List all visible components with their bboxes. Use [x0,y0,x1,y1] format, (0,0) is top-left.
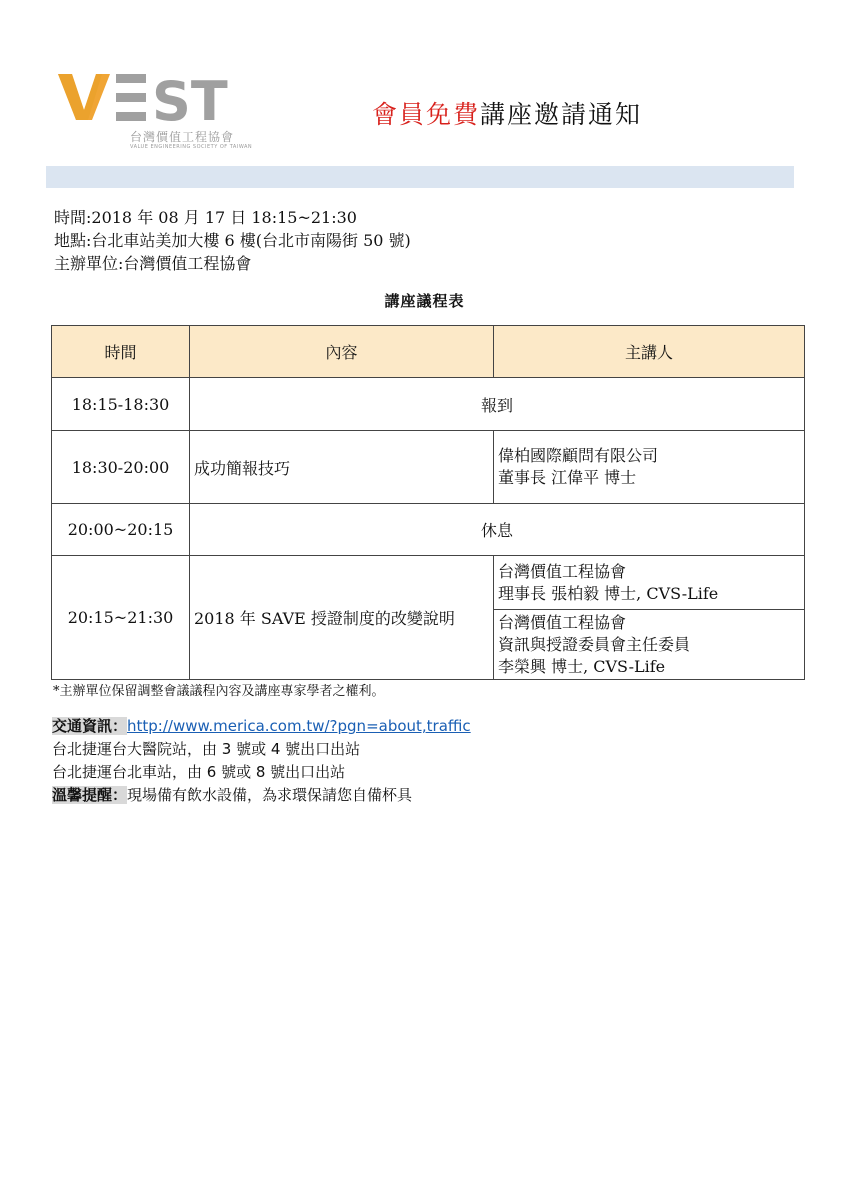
traffic-line [52,715,471,738]
agenda-table [51,325,805,680]
row-time: 18:30-20:00 [52,431,190,504]
speaker-title: 資訊與授證委員會主任委員 [498,634,691,654]
traffic-info [52,715,471,807]
header-speaker: 主講人 [494,326,805,378]
row-speaker [494,556,805,610]
title-rest: 講座邀請通知 [480,100,643,129]
logo-subtitle: 台灣價值工程協會 [130,130,235,144]
row-merged: 休息 [190,504,805,556]
vest-logo-mark [58,70,248,122]
table-row [52,431,805,504]
reminder-line [52,784,471,807]
agenda-note: *主辦單位保留調整會議議程內容及講座專家學者之權利。 [53,684,385,699]
row-content: 成功簡報技巧 [190,431,494,504]
speaker-name: 董事長 江偉平 博士 [498,468,637,487]
header-band [46,166,794,188]
speaker-name: 理事長 張柏毅 博士, CVS-Life [498,583,719,603]
table-row [52,504,805,556]
traffic-line-1: 台北捷運台大醫院站，由 3 號或 4 號出口出站 [52,740,361,758]
row-time: 18:15-18:30 [52,378,190,431]
row-merged: 報到 [190,378,805,431]
speaker-org: 台灣價值工程協會 [498,561,627,581]
title-highlight: 會員免費 [372,100,481,129]
page-title [372,95,642,131]
event-location: 地點:台北車站美加大樓 6 樓(台北市南陽街 50 號) [54,231,411,250]
row-time: 20:00~20:15 [52,504,190,556]
row-speaker [494,431,805,504]
table-row [52,556,805,610]
svg-text:ST: ST [152,70,228,122]
event-organizer: 主辦單位:台灣價值工程協會 [54,254,252,273]
event-time: 時間:2018 年 08 月 17 日 18:15~21:30 [54,208,357,227]
vest-logo [58,70,253,152]
traffic-line-2: 台北捷運台北車站，由 6 號或 8 號出口出站 [52,763,346,781]
reminder-label: 溫馨提醒： [52,786,128,804]
speaker-name: 李榮興 博士, CVS-Life [498,656,666,676]
row-time: 20:15~21:30 [52,556,190,680]
speaker-org: 偉柏國際顧問有限公司 [498,446,659,465]
table-header-row [52,326,805,378]
traffic-label: 交通資訊： [52,717,128,735]
table-row [52,378,805,431]
speaker-org: 台灣價值工程協會 [498,612,627,632]
event-info [54,206,411,275]
header-time: 時間 [52,326,190,378]
row-content: 2018 年 SAVE 授證制度的改變說明 [190,556,494,680]
traffic-link[interactable]: http://www.merica.com.tw/?pgn=about,traffic [127,717,471,735]
agenda-title: 講座議程表 [384,292,465,310]
row-speaker [494,610,805,680]
reminder-text: 現場備有飲水設備，為求環保請您自備杯具 [127,786,413,804]
logo-tagline: VALUE ENGINEERING SOCIETY OF TAIWAN [130,144,253,150]
header-content: 內容 [190,326,494,378]
